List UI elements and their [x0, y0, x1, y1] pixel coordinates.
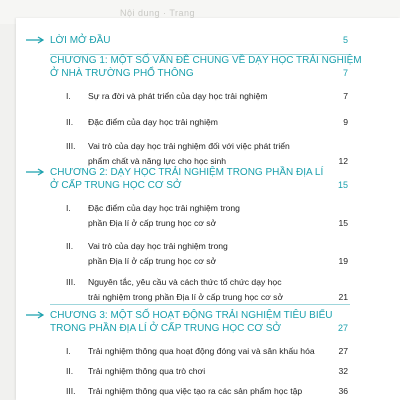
chapter-2-title-line1: CHƯƠNG 2: DẠY HỌC TRẢI NGHIỆM TRONG PHẦN ĐỊA LÍ [50, 167, 324, 178]
item-page: 36 [338, 386, 348, 396]
item-text: Vai trò của dạy học trải nghiệm trong [88, 241, 228, 251]
item-roman: III. [66, 277, 76, 287]
item-text: trải nghiệm trong phần Địa lí ở cấp trung học cơ sở [88, 292, 284, 302]
item-text: phẩm chất và năng lực cho học sinh [88, 156, 227, 166]
item-page: 15 [338, 218, 348, 228]
arrow-icon [26, 168, 46, 176]
item-roman: I. [66, 91, 71, 101]
chapter-1-title-line1: CHƯƠNG 1: MỘT SỐ VẤN ĐỀ CHUNG VỀ DẠY HỌC TRẢI NGHIỆM [50, 55, 362, 66]
separator [50, 304, 350, 305]
item-text: Đặc điểm của dạy học trải nghiệm [88, 117, 218, 127]
item-text: Đặc điểm của dạy học trải nghiệm trong [88, 203, 240, 213]
faint-bleedthrough-text: Nội dung · Trang [120, 8, 196, 18]
item-roman: II. [66, 366, 74, 376]
preface-page: 5 [342, 35, 348, 45]
item-text: Vai trò của dạy học trải nghiệm đối với việc phát triển [88, 141, 290, 151]
item-roman: III. [66, 386, 76, 396]
item-page: 21 [338, 292, 348, 302]
item-text: Trải nghiệm thông qua hoạt động đóng vai và sân khấu hóa [88, 346, 315, 356]
item-text: phần Địa lí ở cấp trung học cơ sở [88, 256, 217, 266]
item-text: Sự ra đời và phát triển của dạy học trải nghiệm [88, 91, 268, 101]
chapter-2-page: 15 [337, 180, 348, 190]
item-roman: I. [66, 346, 71, 356]
chapter-1-title-line2: Ở NHÀ TRƯỜNG PHỔ THÔNG [50, 68, 194, 79]
item-text: Nguyên tắc, yêu cầu và cách thức tổ chức dạy học [88, 277, 282, 287]
item-roman: III. [66, 141, 76, 151]
chapter-3-title-line2: TRONG PHẦN ĐỊA LÍ Ở CẤP TRUNG HỌC CƠ SỞ [50, 323, 281, 334]
preface-title: LỜI MỞ ĐẦU [50, 35, 111, 46]
item-text: phần Địa lí ở cấp trung học cơ sở [88, 218, 217, 228]
chapter-3-title-line1: CHƯƠNG 3: MỘT SỐ HOẠT ĐỘNG TRẢI NGHIỆM TIÊU BIỂU [50, 310, 333, 321]
item-roman: II. [66, 241, 74, 251]
item-roman: I. [66, 203, 71, 213]
item-page: 32 [338, 366, 348, 376]
item-page: 19 [338, 256, 348, 266]
item-text: Trải nghiệm thông qua việc tạo ra các sản phẩm học tập [88, 386, 303, 396]
item-page: 7 [343, 91, 348, 101]
chapter-1-page: 7 [342, 68, 348, 78]
item-roman: II. [66, 117, 74, 127]
chapter-3-page: 27 [337, 323, 348, 333]
chapter-2-title-line2: Ở CẤP TRUNG HỌC CƠ SỞ [50, 180, 182, 191]
item-page: 12 [338, 156, 348, 166]
item-page: 27 [338, 346, 348, 356]
item-page: 9 [343, 117, 348, 127]
arrow-icon [26, 311, 46, 319]
arrow-icon [26, 36, 46, 44]
toc-page [16, 18, 400, 400]
item-text: Trải nghiệm thông qua trò chơi [88, 366, 206, 376]
